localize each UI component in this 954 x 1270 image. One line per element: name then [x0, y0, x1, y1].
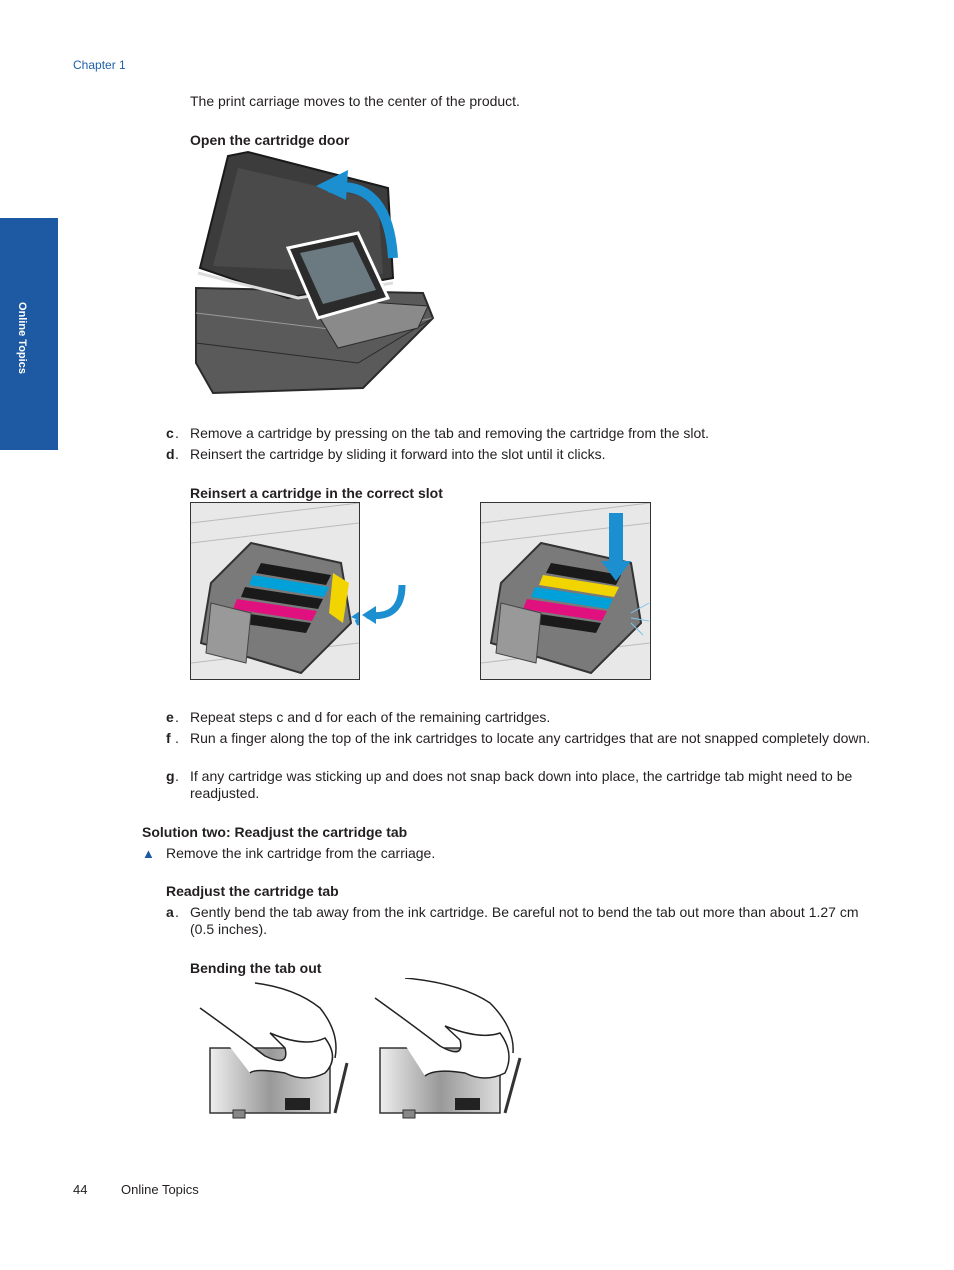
step-a: a . Gently bend the tab away from the ink cartridge. Be careful not to bend the tab out more than about 1.27 cm (0.5 inches).	[166, 904, 876, 938]
cartridge-remove-image	[190, 502, 360, 680]
intro-text: The print carriage moves to the center of the product.	[190, 93, 520, 109]
figure-caption-reinsert: Reinsert a cartridge in the correct slot	[190, 485, 443, 501]
step-text: Repeat steps c and d for each of the remaining cartridges.	[190, 709, 551, 725]
side-tab-label: Online Topics	[16, 302, 28, 374]
step-e: e . Repeat steps c and d for each of the remaining cartridges.	[166, 709, 876, 726]
readjust-tab-subheading: Readjust the cartridge tab	[166, 883, 339, 899]
triangle-up-icon: ▲	[142, 846, 155, 861]
cartridge-insert-image	[480, 502, 651, 680]
bending-tab-image-2	[365, 978, 525, 1123]
step-text: If any cartridge was sticking up and does not snap back down into place, the cartridge tab might need to be readjusted.	[190, 768, 853, 801]
step-text: Gently bend the tab away from the ink cartridge. Be careful not to bend the tab out more than about 1.27 cm (0.5 inches).	[190, 904, 859, 937]
step-letter: e	[166, 709, 174, 725]
step-f: f . Run a finger along the top of the ink cartridges to locate any cartridges that are not snapped completely down.	[166, 730, 876, 747]
step-d: d . Reinsert the cartridge by sliding it forward into the slot until it clicks.	[166, 446, 876, 463]
step-letter: c	[166, 425, 174, 441]
step-text: Reinsert the cartridge by sliding it forward into the slot until it clicks.	[190, 446, 606, 462]
figure-caption-open-door: Open the cartridge door	[190, 132, 350, 148]
chapter-header: Chapter 1	[73, 58, 126, 72]
step-c: c . Remove a cartridge by pressing on the tab and removing the cartridge from the slot.	[166, 425, 876, 442]
step-letter: a	[166, 904, 174, 920]
bending-tab-image-1	[195, 978, 355, 1123]
step-letter: f	[166, 730, 171, 746]
printer-open-door-image	[188, 148, 440, 400]
step-g: g . If any cartridge was sticking up and does not snap back down into place, the cartridge tab might need to be readjusted.	[166, 768, 876, 802]
step-letter: d	[166, 446, 175, 462]
footer-section: Online Topics	[121, 1182, 199, 1197]
step-text: Run a finger along the top of the ink cartridges to locate any cartridges that are not snapped completely down.	[190, 730, 871, 746]
side-tab	[0, 218, 58, 450]
solution-two-bullet-text: Remove the ink cartridge from the carriage.	[166, 845, 436, 861]
blue-arrow-icon	[362, 580, 422, 630]
figure-caption-bending: Bending the tab out	[190, 960, 322, 976]
step-text: Remove a cartridge by pressing on the tab and removing the cartridge from the slot.	[190, 425, 710, 441]
page-number: 44	[73, 1182, 88, 1197]
step-letter: g	[166, 768, 175, 784]
solution-two-heading: Solution two: Readjust the cartridge tab	[142, 824, 408, 840]
